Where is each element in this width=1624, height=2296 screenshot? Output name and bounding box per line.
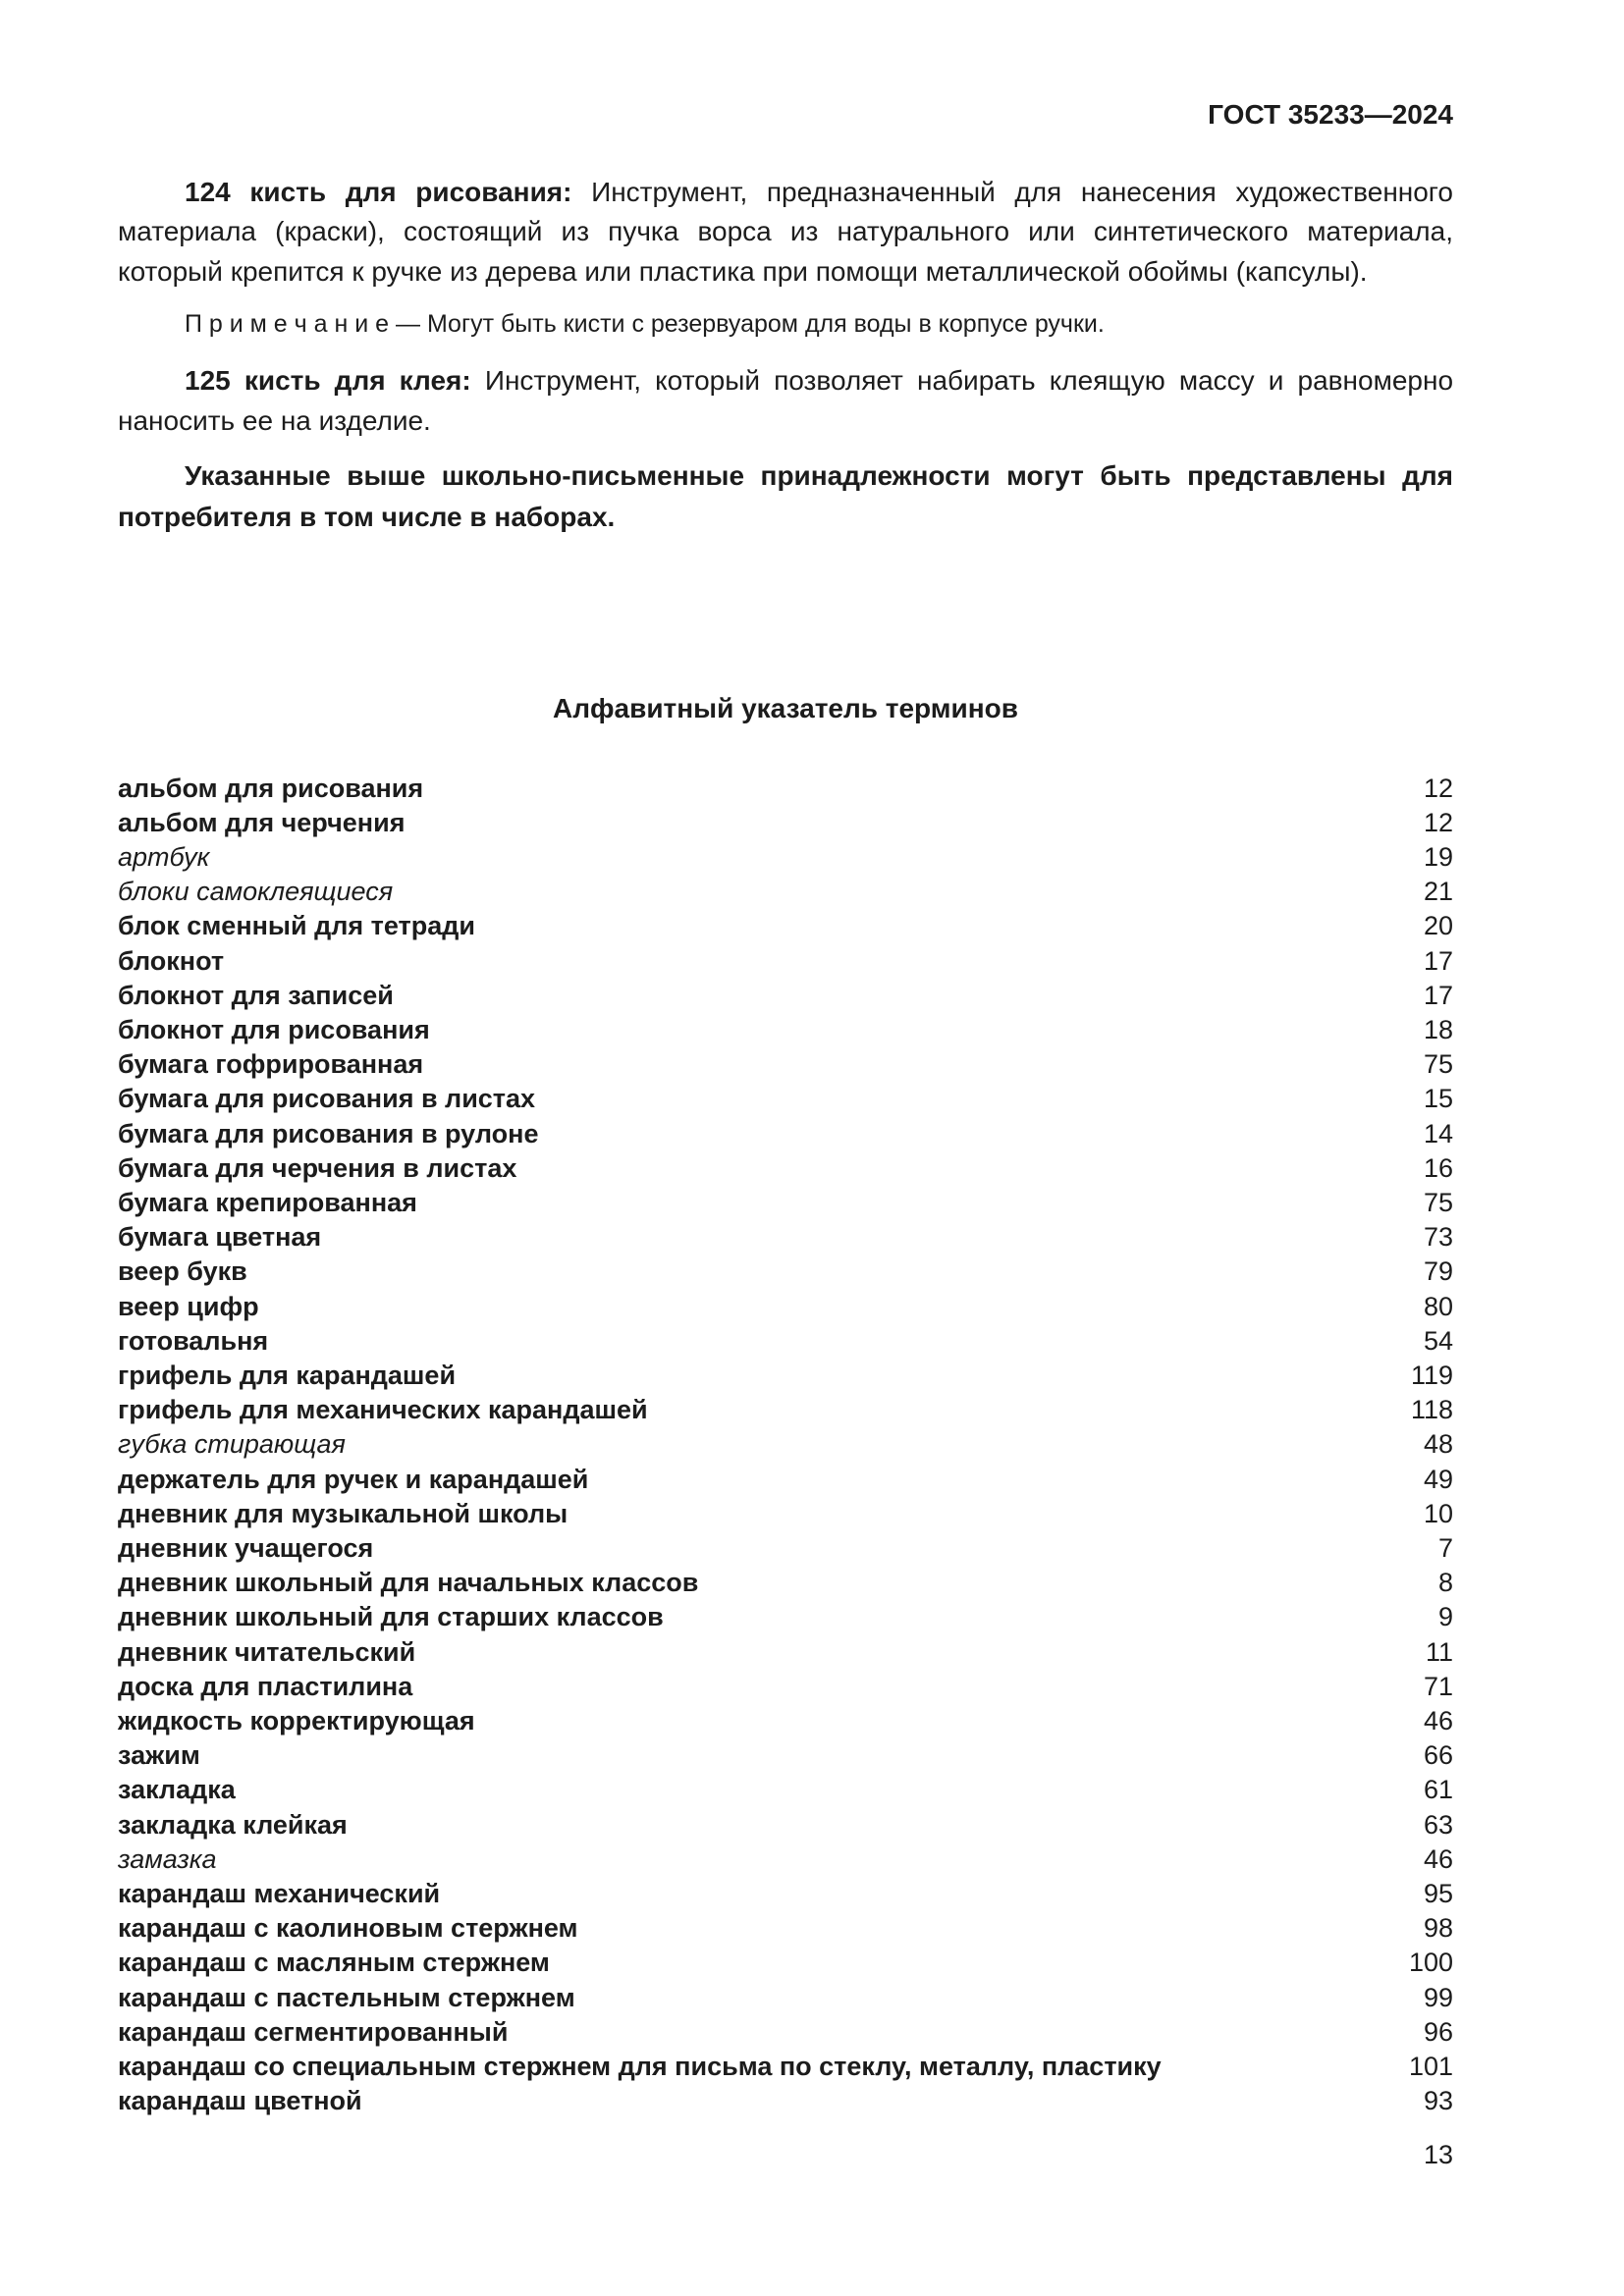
- index-row: [118, 1082, 1453, 1116]
- index-page-number: 20: [1423, 911, 1453, 941]
- index-row: [118, 1946, 1453, 1980]
- index-page-number: 9: [1437, 1602, 1453, 1632]
- index-term: закладка: [118, 1775, 236, 1805]
- index-page-number: 48: [1423, 1429, 1453, 1460]
- index-page-number: 61: [1423, 1775, 1453, 1805]
- index-term: губка стирающая: [118, 1429, 346, 1460]
- index-page-number: 49: [1423, 1464, 1453, 1494]
- index-page-number: 17: [1423, 980, 1453, 1010]
- index-term: блокнот для записей: [118, 980, 394, 1010]
- index-term: грифель для механических карандашей: [118, 1395, 648, 1425]
- index-row: [118, 1981, 1453, 2015]
- closing-paragraph: Указанные выше школьно-письменные принадлежности могут быть представлены для потребителя в том числе в наборах.: [118, 459, 1453, 532]
- index-page-number: 100: [1408, 1948, 1453, 1978]
- index-term: жидкость корректирующая: [118, 1706, 475, 1736]
- index-row: [118, 2084, 1453, 2118]
- index-term: бумага для рисования в листах: [118, 1084, 536, 1114]
- index-page-number: 46: [1423, 1843, 1453, 1874]
- index-page-number: 12: [1423, 807, 1453, 837]
- index-page-number: 66: [1423, 1740, 1453, 1771]
- index-page-number: 54: [1423, 1325, 1453, 1356]
- index-row: [118, 1151, 1453, 1186]
- index-page-number: 14: [1423, 1118, 1453, 1148]
- index-row: [118, 1427, 1453, 1462]
- definition-124-note: [118, 307, 1453, 342]
- index-row: [118, 944, 1453, 979]
- index-term: дневник для музыкальной школы: [118, 1498, 568, 1528]
- index-row: [118, 1738, 1453, 1773]
- index-page-number: 93: [1423, 2086, 1453, 2116]
- index-term: карандаш механический: [118, 1879, 441, 1909]
- index-row: [118, 1324, 1453, 1359]
- index-row: [118, 1773, 1453, 1807]
- index-term: держатель для ручек и карандашей: [118, 1464, 589, 1494]
- index-term: карандаш с каолиновым стержнем: [118, 1913, 578, 1944]
- note-label: П р и м е ч а н и е: [185, 310, 390, 339]
- index-term: бумага для рисования в рулоне: [118, 1118, 539, 1148]
- index-term: замазка: [118, 1843, 217, 1874]
- index-term: блокнот: [118, 945, 225, 976]
- index-term: готовальня: [118, 1325, 269, 1356]
- index-term: бумага крепированная: [118, 1188, 417, 1217]
- document-header: [118, 98, 1453, 132]
- index-term: доска для пластилина: [118, 1671, 413, 1701]
- index-row: [118, 772, 1453, 806]
- note-dash: —: [396, 310, 420, 339]
- index-row: [118, 1220, 1453, 1255]
- index-term: дневник учащегося: [118, 1533, 374, 1564]
- index-page-number: 7: [1437, 1533, 1453, 1564]
- index-term: бумага гофрированная: [118, 1049, 424, 1080]
- index-row: [118, 1393, 1453, 1427]
- index-term: карандаш со специальным стержнем для письма по стеклу, металлу, пластику: [118, 2052, 1162, 2082]
- index-row: [118, 1600, 1453, 1634]
- index-row: [118, 1290, 1453, 1324]
- index-term: веер цифр: [118, 1291, 259, 1321]
- index-page-number: 118: [1410, 1395, 1453, 1425]
- index-term: карандаш сегментированный: [118, 2016, 509, 2047]
- index-row: [118, 806, 1453, 840]
- definition-124-term: кисть для рисования:: [249, 176, 572, 207]
- index-row: [118, 1531, 1453, 1566]
- index-page-number: 75: [1423, 1049, 1453, 1080]
- index-term: дневник читательский: [118, 1636, 416, 1667]
- index-term: дневник школьный для старших классов: [118, 1602, 664, 1632]
- index-term: карандаш с пастельным стержнем: [118, 1982, 575, 2012]
- index-term: артбук: [118, 841, 210, 872]
- index-row: [118, 840, 1453, 875]
- index-page-number: 96: [1423, 2016, 1453, 2047]
- definition-125: [118, 361, 1453, 441]
- index-page-number: 17: [1423, 945, 1453, 976]
- definition-125-term: кисть для клея:: [244, 365, 471, 397]
- index-title: Алфавитный указатель терминов: [553, 692, 1018, 723]
- index-row: [118, 1013, 1453, 1047]
- index-page-number: 75: [1423, 1188, 1453, 1217]
- index-page-number: 119: [1410, 1361, 1453, 1391]
- index-page-number: 98: [1423, 1913, 1453, 1944]
- index-row: [118, 1255, 1453, 1289]
- index-row: [118, 1186, 1453, 1220]
- index-row: [118, 1911, 1453, 1946]
- index-row: [118, 1635, 1453, 1670]
- index-row: [118, 1670, 1453, 1704]
- index-term: зажим: [118, 1740, 200, 1771]
- index-page-number: 95: [1423, 1879, 1453, 1909]
- index-page-number: 16: [1423, 1152, 1453, 1183]
- index-term: блоки самоклеящиеся: [118, 877, 394, 907]
- index-term: карандаш цветной: [118, 2086, 362, 2116]
- definition-124-number: 124: [185, 176, 231, 207]
- definition-124: [118, 173, 1453, 293]
- index-term: грифель для карандашей: [118, 1361, 457, 1391]
- index-row: [118, 875, 1453, 909]
- definition-125-number: 125: [185, 365, 231, 397]
- index-page-number: 8: [1437, 1568, 1453, 1598]
- index-term: веер букв: [118, 1256, 247, 1287]
- index-row: [118, 979, 1453, 1013]
- index-page-number: 15: [1423, 1084, 1453, 1114]
- index-page-number: 18: [1423, 1014, 1453, 1044]
- index-row: [118, 1117, 1453, 1151]
- index-page-number: 46: [1423, 1706, 1453, 1736]
- index-term: блок сменный для тетради: [118, 911, 475, 941]
- index-row: [118, 2015, 1453, 2050]
- index-page-number: 11: [1425, 1636, 1453, 1667]
- index-row: [118, 1047, 1453, 1082]
- index-row: [118, 1808, 1453, 1842]
- index-row: [118, 909, 1453, 943]
- index-term: бумага цветная: [118, 1222, 322, 1253]
- index-row: [118, 1566, 1453, 1600]
- index-page-number: 19: [1423, 841, 1453, 872]
- index-row: [118, 1497, 1453, 1531]
- index-page-number: 80: [1423, 1291, 1453, 1321]
- index-page-number: 101: [1408, 2052, 1453, 2082]
- index-page-number: 10: [1423, 1498, 1453, 1528]
- index-term: альбом для рисования: [118, 773, 424, 803]
- index-page-number: 99: [1423, 1982, 1453, 2012]
- index-row: [118, 1704, 1453, 1738]
- index-term: закладка клейкая: [118, 1809, 348, 1840]
- note-text: Могут быть кисти с резервуаром для воды в корпусе ручки.: [426, 310, 1105, 339]
- index-term: альбом для черчения: [118, 807, 406, 837]
- index-row: [118, 1359, 1453, 1393]
- index-row: [118, 2050, 1453, 2084]
- index-page-number: 63: [1423, 1809, 1453, 1840]
- page-number: 13: [1423, 2140, 1453, 2170]
- index-page-number: 21: [1423, 877, 1453, 907]
- index-row: [118, 1877, 1453, 1911]
- index-page-number: 73: [1423, 1222, 1453, 1253]
- index-term: блокнот для рисования: [118, 1014, 430, 1044]
- index-row: [118, 1463, 1453, 1497]
- definition-125-body: Инструмент, который позволяет набирать клеящую массу и равномерно наносить ее на изделие.: [118, 365, 1454, 436]
- doc-number: ГОСТ 35233—2024: [1208, 99, 1453, 130]
- index-row: [118, 1842, 1453, 1877]
- index-term: карандаш с масляным стержнем: [118, 1948, 550, 1978]
- index-term: дневник школьный для начальных классов: [118, 1568, 699, 1598]
- definition-124-body: Инструмент, предназначенный для нанесения художественного материала (краски), состоящий из пучка ворса из натурального или синтетического материала, который крепится к ручке из дерева или пластика при помощи металлической обоймы (капсулы).: [118, 176, 1453, 287]
- index-term: бумага для черчения в листах: [118, 1152, 517, 1183]
- index-page-number: 79: [1423, 1256, 1453, 1287]
- index-list: [118, 772, 1453, 2119]
- index-page-number: 12: [1423, 773, 1453, 803]
- index-page-number: 71: [1423, 1671, 1453, 1701]
